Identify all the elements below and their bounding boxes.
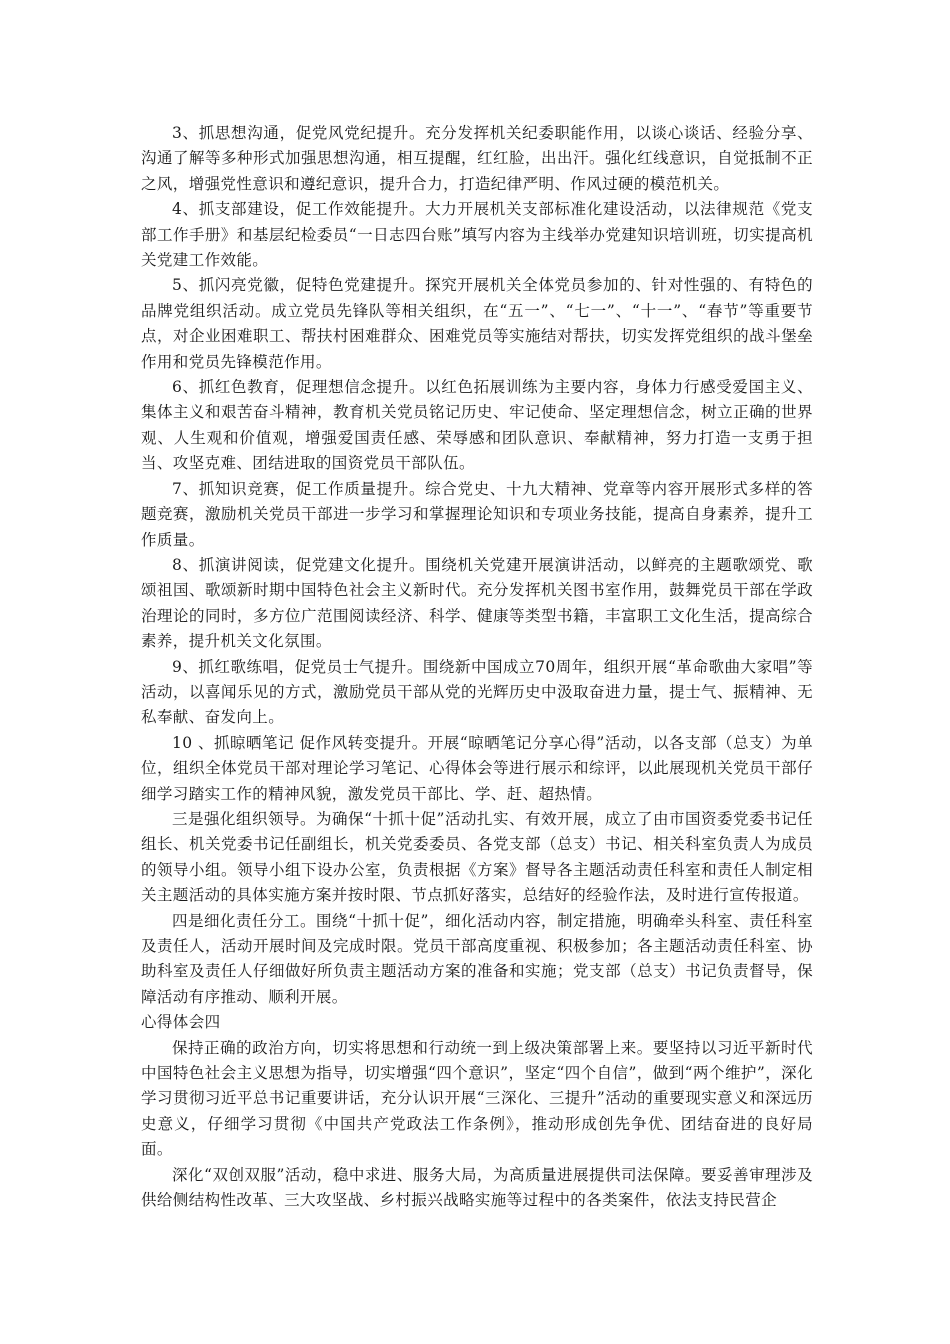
paragraph-shuangchuang: 深化“双创双服”活动，稳中求进、服务大局，为高质量进展提供司法保障。要妥善审理涉及供给侧结构性改革、三大攻坚战、乡村振兴战略实施等过程中的各类案件，依法支持民营企 [141,1165,813,1210]
paragraph-item-7: 7、抓知识竞赛，促工作质量提升。综合党史、十九大精神、党章等内容开展形式多样的答题竞赛，激励机关党员干部进一步学习和掌握理论知识和专项业务技能，提高自身素养，提升工作质量。 [141,479,813,549]
paragraph-item-10: 10 、抓晾晒笔记 促作风转变提升。开展“晾晒笔记分享心得”活动，以各支部（总支）为单位，组织全体党员干部对理论学习笔记、心得体会等进行展示和综评，以此展现机关党员干部仔细学习踏实工作的精神风貌，激发党员干部比、学、赶、超热情。 [141,733,813,803]
paragraph-item-4: 4、抓支部建设，促工作效能提升。大力开展机关支部标准化建设活动，以法律规范《党支部工作手册》和基层纪检委员“一日志四台账”填写内容为主线举办党建知识培训班，切实提高机关党建工作效能。 [141,200,813,270]
paragraph-item-6: 6、抓红色教育，促理想信念提升。以红色拓展训练为主要内容，身体力行感受爱国主义、集体主义和艰苦奋斗精神，教育机关党员铭记历史、牢记使命、坚定理想信念，树立正确的世界观、人生观和价值观，增强爱国责任感、荣辱感和团队意识、奉献精神，努力打造一支勇于担当、攻坚克难、团结进取的国资党员干部队伍。 [141,378,813,473]
paragraph-item-3: 3、抓思想沟通，促党风党纪提升。充分发挥机关纪委职能作用，以谈心谈话、经验分享、沟通了解等多种形式加强思想沟通，相互提醒，红红脸，出出汗。强化红线意识，自觉抵制不正之风，增强党性意识和遵纪意识，提升合力，打造纪律严明、作风过硬的模范机关。 [141,124,813,193]
paragraph-item-8: 8、抓演讲阅读，促党建文化提升。围绕机关党建开展演讲活动，以鲜亮的主题歌颂党、歌颂祖国、歌颂新时期中国特色社会主义新时代。充分发挥机关图书室作用，鼓舞党员干部在学政治理论的同时，多方位广范围阅读经济、科学、健康等类型书籍，丰富职工文化生活，提高综合素养，提升机关文化氛围。 [141,555,813,651]
document-body [141,121,813,1213]
paragraph-item-5: 5、抓闪亮党徽，促特色党建提升。探究开展机关全体党员参加的、针对性强的、有特色的品牌党组织活动。成立党员先锋队等相关组织，在“五一”、“七一”、“十一”、“春节”等重要节点，对企业困难职工、帮扶村困难群众、困难党员等实施结对帮扶，切实发挥党组织的战斗堡垒作用和党员先锋模范作用。 [141,276,813,371]
paragraph-political-direction: 保持正确的政治方向，切实将思想和行动统一到上级决策部署上来。要坚持以习近平新时代中国特色社会主义思想为指导，切实增强“四个意识”，坚定“四个自信”，做到“两个维护”，深化学习贯彻习近平总书记重要讲话，充分认识开展“三深化、三提升”活动的重要现实意义和深远历史意义，仔细学习贯彻《中国共产党政法工作条例》，推动形成创先争优、团结奋进的良好局面。 [141,1038,813,1159]
paragraph-responsibility: 四是细化责任分工。围绕“十抓十促”，细化活动内容，制定措施，明确牵头科室、责任科室及责任人，活动开展时间及完成时限。党员干部高度重视、积极参加；各主题活动责任科室、协助科室及责任人仔细做好所负责主题活动方案的准备和实施；党支部（总支）书记负责督导，保障活动有序推动、顺利开展。 [141,911,813,1006]
paragraph-organization: 三是强化组织领导。为确保“十抓十促”活动扎实、有效开展，成立了由市国资委党委书记任组长、机关党委书记任副组长，机关党委委员、各党支部（总支）书记、相关科室负责人为成员的领导小组。领导小组下设办公室，负责根据《方案》督导各主题活动责任科室和责任人制定相关主题活动的具体实施方案并按时限、节点抓好落实，总结好的经验作法，及时进行宣传报道。 [141,809,813,905]
paragraph-item-9: 9、抓红歌练唱，促党员士气提升。围绕新中国成立70周年，组织开展“革命歌曲大家唱”等活动，以喜闻乐见的方式，激励党员干部从党的光辉历史中汲取奋进力量，提士气、振精神、无私奉献、奋发向上。 [141,657,813,727]
section-heading: 心得体会四 [141,1013,221,1032]
